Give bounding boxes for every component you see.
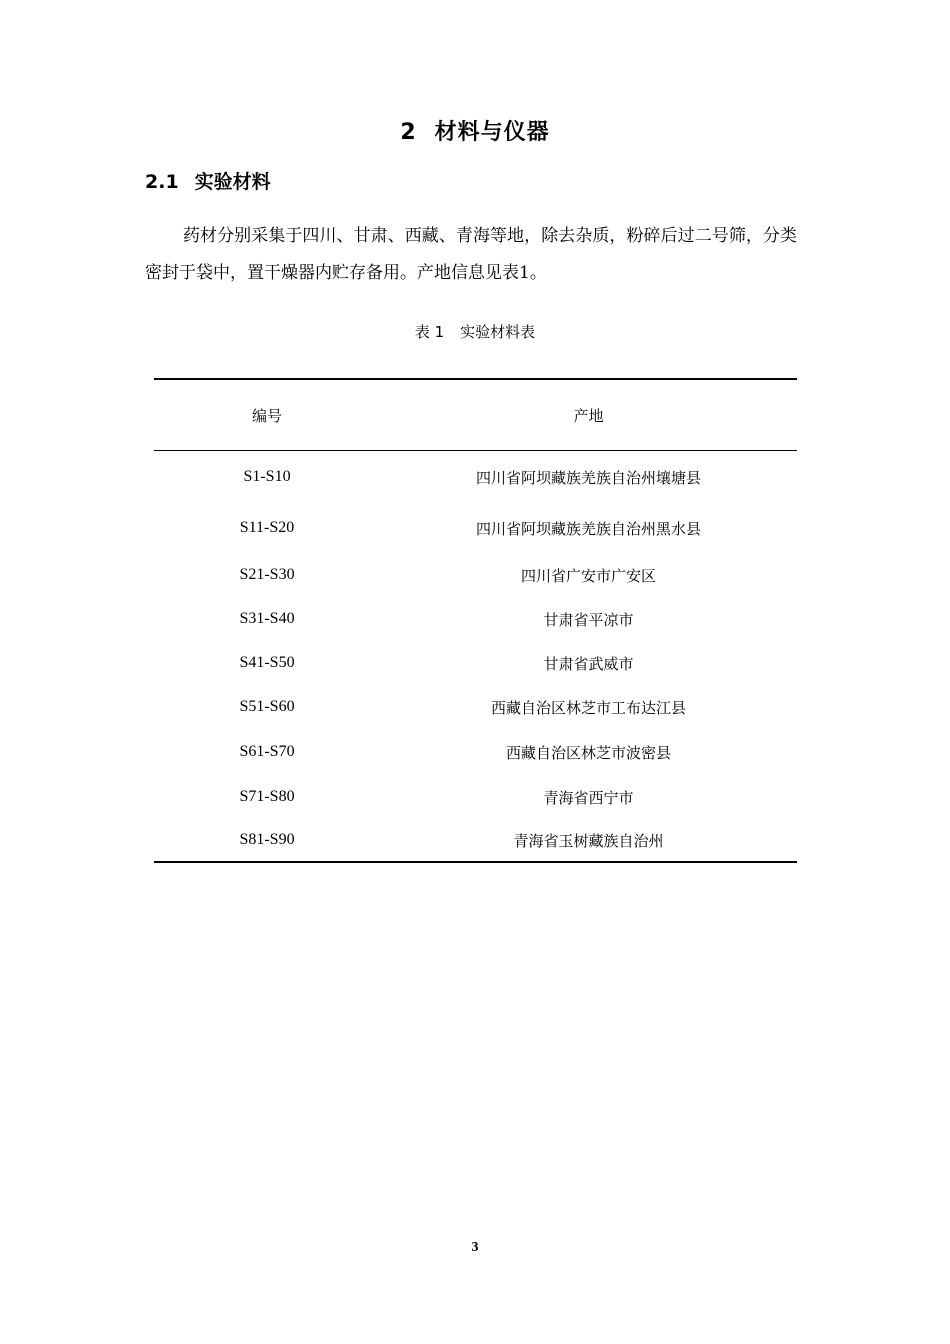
cell-origin: 四川省阿坝藏族羌族自治州壤塘县 [475, 468, 701, 487]
page-number: 3 [471, 1240, 479, 1255]
cell-sample-id: S81-S90 [239, 831, 295, 848]
cell-sample-id: S61-S70 [239, 743, 295, 760]
cell-sample-id: S21-S30 [239, 566, 295, 583]
body-paragraph: 药材分别采集于四川、甘肃、西藏、青海等地，除去杂质，粉碎后过二号筛，分类密封于袋中，置干燥器内贮存备用。产地信息见表1。 [145, 226, 797, 283]
table-row [154, 729, 797, 775]
cell-sample-id: S31-S40 [239, 610, 295, 627]
chapter-title [0, 115, 950, 146]
header-cell-origin: 产地 [573, 406, 604, 425]
header-cell-id: 编号 [251, 406, 282, 425]
section-title [145, 167, 271, 194]
cell-sample-id: S71-S80 [239, 788, 295, 805]
table-row [154, 597, 797, 641]
cell-origin: 甘肃省武威市 [543, 654, 634, 673]
cell-origin: 西藏自治区林芝市工布达江县 [490, 698, 686, 717]
table-row [154, 775, 797, 819]
table-caption-number: 表 1 [414, 323, 445, 341]
cell-origin: 甘肃省平凉市 [543, 610, 634, 629]
cell-origin: 四川省阿坝藏族羌族自治州黑水县 [475, 519, 701, 538]
cell-sample-id: S1-S10 [243, 468, 291, 485]
table-row [154, 641, 797, 685]
cell-sample-id: S51-S60 [239, 698, 295, 715]
cell-sample-id: S41-S50 [239, 654, 295, 671]
cell-sample-id: S11-S20 [239, 519, 295, 536]
table-caption [0, 321, 950, 342]
table-row [154, 451, 797, 503]
cell-origin: 青海省玉树藏族自治州 [513, 831, 664, 850]
section-title-text: 实验材料 [194, 171, 271, 193]
table-row [154, 503, 797, 553]
materials-table [154, 378, 797, 863]
cell-origin: 四川省广安市广安区 [520, 566, 656, 585]
cell-origin: 青海省西宁市 [543, 788, 634, 807]
table-caption-title: 实验材料表 [460, 323, 536, 341]
table-row [154, 685, 797, 729]
table-row [154, 819, 797, 861]
table-row [154, 553, 797, 597]
chapter-title-text: 材料与仪器 [434, 120, 550, 145]
cell-origin: 西藏自治区林芝市波密县 [505, 743, 671, 762]
section-number: 2.1 [145, 171, 179, 193]
table-header-row [154, 380, 797, 451]
chapter-number: 2 [400, 120, 417, 145]
table-body [154, 451, 797, 861]
